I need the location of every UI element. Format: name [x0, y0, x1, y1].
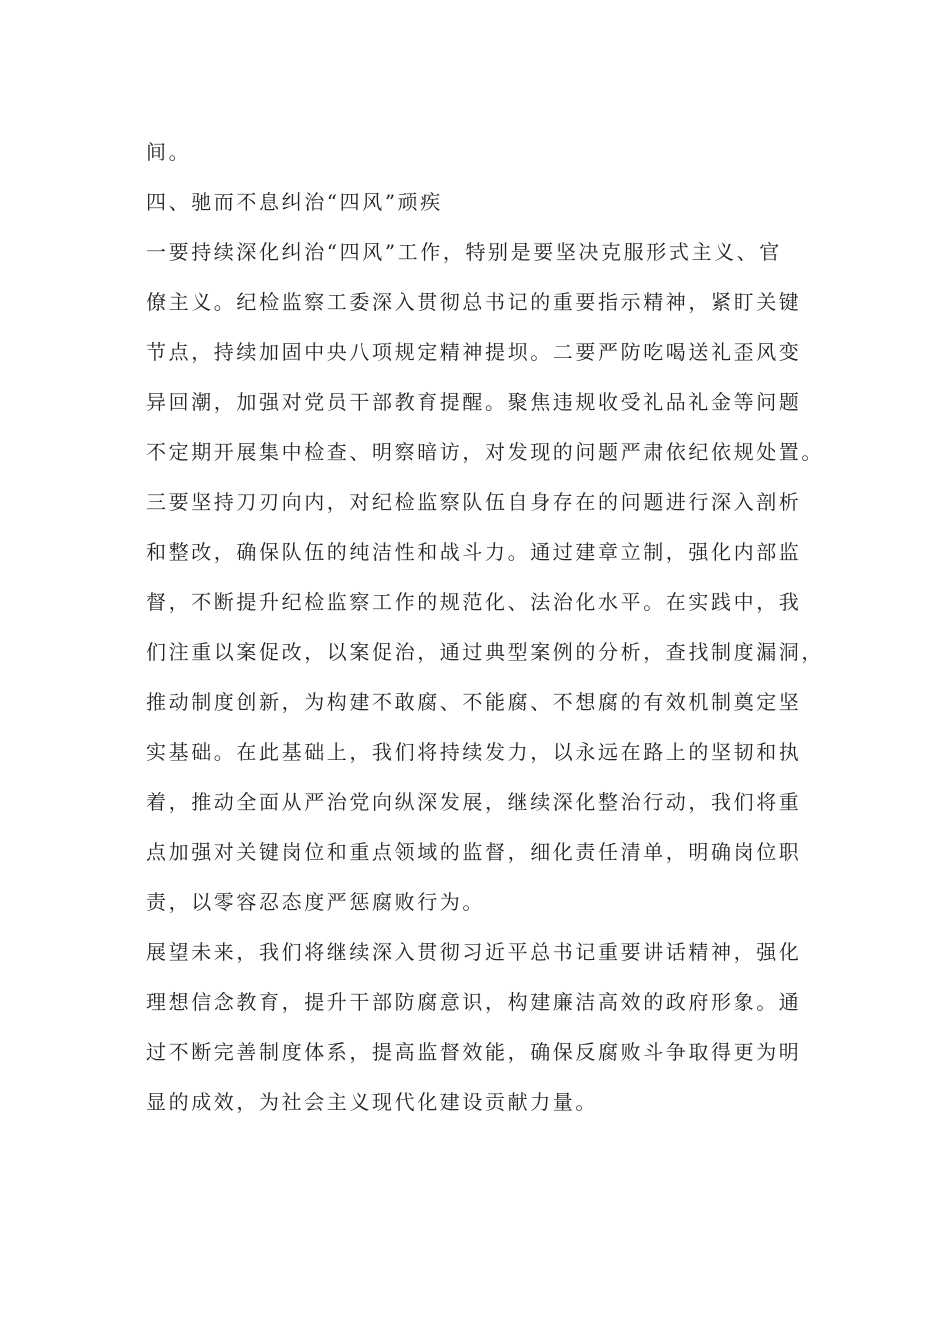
text-line: 三要坚持刀刃向内，对纪检监察队伍自身存在的问题进行深入剖析 [146, 490, 802, 514]
text-line: 们注重以案促改，以案促治，通过典型案例的分析，查找制度漏洞， [146, 640, 824, 664]
text-line: 点加强对关键岗位和重点领域的监督，细化责任清单，明确岗位职 [146, 840, 802, 864]
section-heading: 四、驰而不息纠治“四风”顽疾 [146, 190, 443, 214]
text-line: 和整改，确保队伍的纯洁性和战斗力。通过建章立制，强化内部监 [146, 540, 802, 564]
text-line: 责，以零容忍态度严惩腐败行为。 [146, 890, 485, 914]
text-line: 一要持续深化纠治“四风”工作，特别是要坚决克服形式主义、官 [146, 240, 782, 264]
text-line: 过不断完善制度体系，提高监督效能，确保反腐败斗争取得更为明 [146, 1040, 802, 1064]
text-line: 不定期开展集中检查、明察暗访，对发现的问题严肃依纪依规处置。 [146, 440, 824, 464]
text-line: 展望未来，我们将继续深入贯彻习近平总书记重要讲话精神，强化 [146, 940, 802, 964]
text-line: 着，推动全面从严治党向纵深发展，继续深化整治行动，我们将重 [146, 790, 802, 814]
text-line: 间。 [146, 140, 192, 164]
text-line: 异回潮，加强对党员干部教育提醒。聚焦违规收受礼品礼金等问题 [146, 390, 802, 414]
text-line: 僚主义。纪检监察工委深入贯彻总书记的重要指示精神，紧盯关键 [146, 290, 802, 314]
text-line: 显的成效，为社会主义现代化建设贡献力量。 [146, 1090, 598, 1114]
text-line: 理想信念教育，提升干部防腐意识，构建廉洁高效的政府形象。通 [146, 990, 802, 1014]
text-line: 实基础。在此基础上，我们将持续发力，以永远在路上的坚韧和执 [146, 740, 802, 764]
text-line: 督，不断提升纪检监察工作的规范化、法治化水平。在实践中，我 [146, 590, 802, 614]
text-line: 推动制度创新，为构建不敢腐、不能腐、不想腐的有效机制奠定坚 [146, 690, 802, 714]
text-line: 节点，持续加固中央八项规定精神提坝。二要严防吃喝送礼歪风变 [146, 340, 802, 364]
